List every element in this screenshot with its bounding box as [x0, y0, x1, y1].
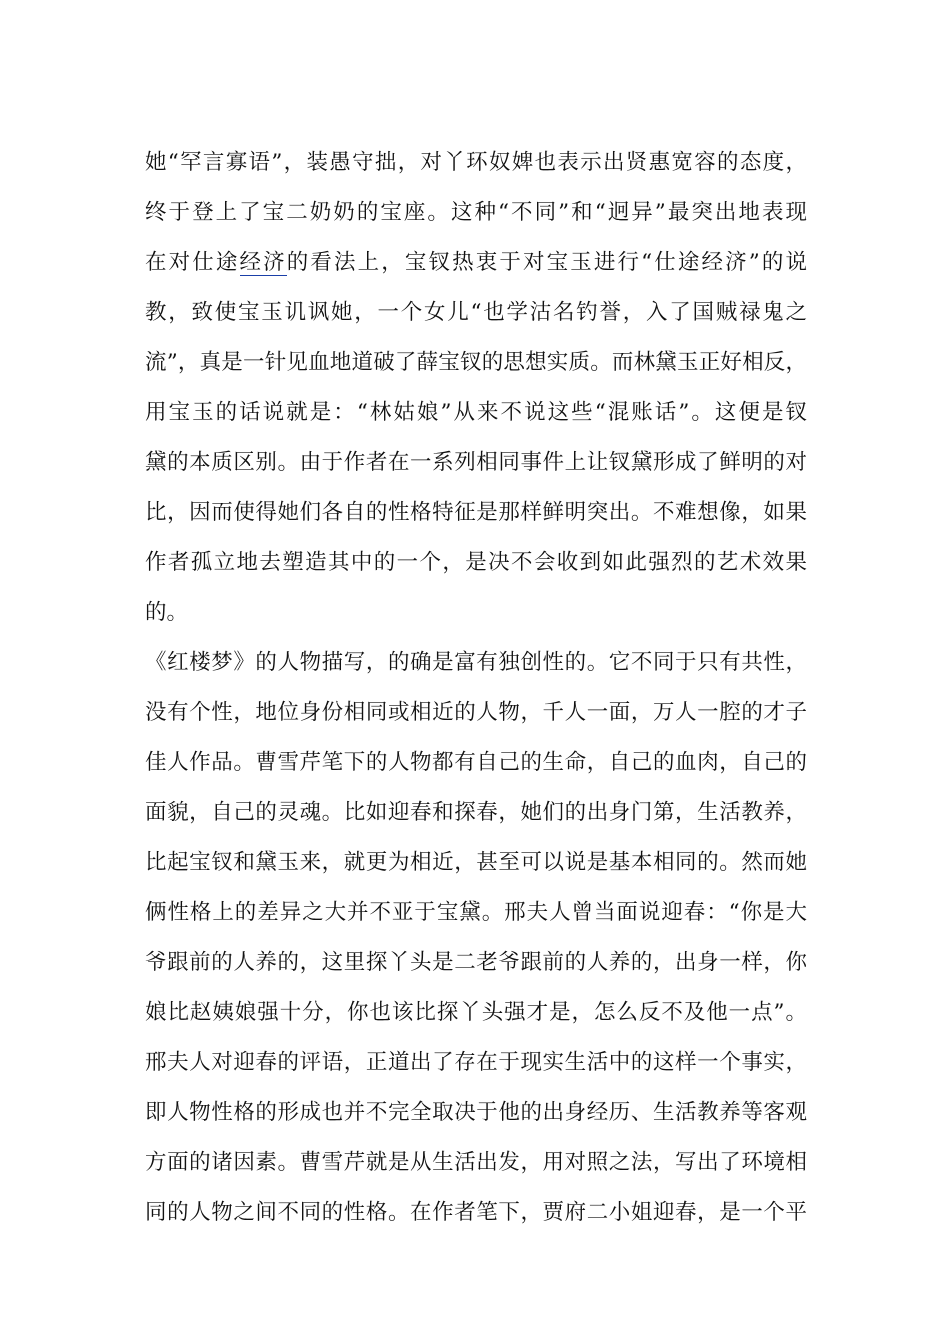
text-span: 的看法上，宝钗热衷于对宝玉进行“仕途经济”的说 [286, 250, 807, 275]
hyperlink-jingji[interactable]: 经济 [239, 250, 287, 275]
text-line: 作者孤立地去塑造其中的一个，是决不会收到如此强烈的艺术效果 [145, 550, 807, 575]
text-line-with-link [145, 238, 807, 288]
text-line: 的。 [145, 600, 189, 625]
text-line: 终于登上了宝二奶奶的宝座。这种“不同”和“迥异”最突出地表现 [145, 200, 807, 225]
text-line: 她“罕言寡语”，装愚守拙，对丫环奴婢也表示出贤惠宽容的态度， [145, 150, 807, 175]
text-line: 方面的诸因素。曹雪芹就是从生活出发，用对照之法，写出了环境相 [145, 1150, 807, 1175]
text-line: 《红楼梦》的人物描写，的确是富有独创性的。它不同于只有共性， [145, 650, 807, 675]
text-line: 邢夫人对迎春的评语，正道出了存在于现实生活中的这样一个事实， [145, 1050, 807, 1075]
text-line: 黛的本质区别。由于作者在一系列相同事件上让钗黛形成了鲜明的对 [145, 450, 807, 475]
document-body [145, 138, 807, 1238]
text-line: 同的人物之间不同的性格。在作者笔下，贾府二小姐迎春，是一个平 [145, 1200, 807, 1225]
text-line: 佳人作品。曹雪芹笔下的人物都有自己的生命，自己的血肉，自己的 [145, 750, 807, 775]
text-line: 即人物性格的形成也并不完全取决于他的出身经历、生活教养等客观 [145, 1100, 807, 1125]
text-span: 在对仕途 [145, 250, 240, 275]
text-line: 俩性格上的差异之大并不亚于宝黛。邢夫人曾当面说迎春：“你是大 [145, 900, 807, 925]
text-line: 面貌，自己的灵魂。比如迎春和探春，她们的出身门第，生活教养， [145, 800, 807, 825]
text-line: 用宝玉的话说就是：“林姑娘”从来不说这些“混账话”。这便是钗 [145, 400, 807, 425]
text-line: 娘比赵姨娘强十分，你也该比探丫头强才是，怎么反不及他一点”。 [145, 1000, 807, 1025]
text-line: 教，致使宝玉讥讽她，一个女儿“也学沽名钓誉，入了国贼禄鬼之 [145, 300, 807, 325]
text-line: 没有个性，地位身份相同或相近的人物，千人一面，万人一腔的才子 [145, 700, 807, 725]
text-line: 流”，真是一针见血地道破了薛宝钗的思想实质。而林黛玉正好相反， [145, 350, 807, 375]
text-line: 比，因而使得她们各自的性格特征是那样鲜明突出。不难想像，如果 [145, 500, 807, 525]
text-line: 爷跟前的人养的，这里探丫头是二老爷跟前的人养的，出身一样，你 [145, 950, 807, 975]
text-line: 比起宝钗和黛玉来，就更为相近，甚至可以说是基本相同的。然而她 [145, 850, 807, 875]
